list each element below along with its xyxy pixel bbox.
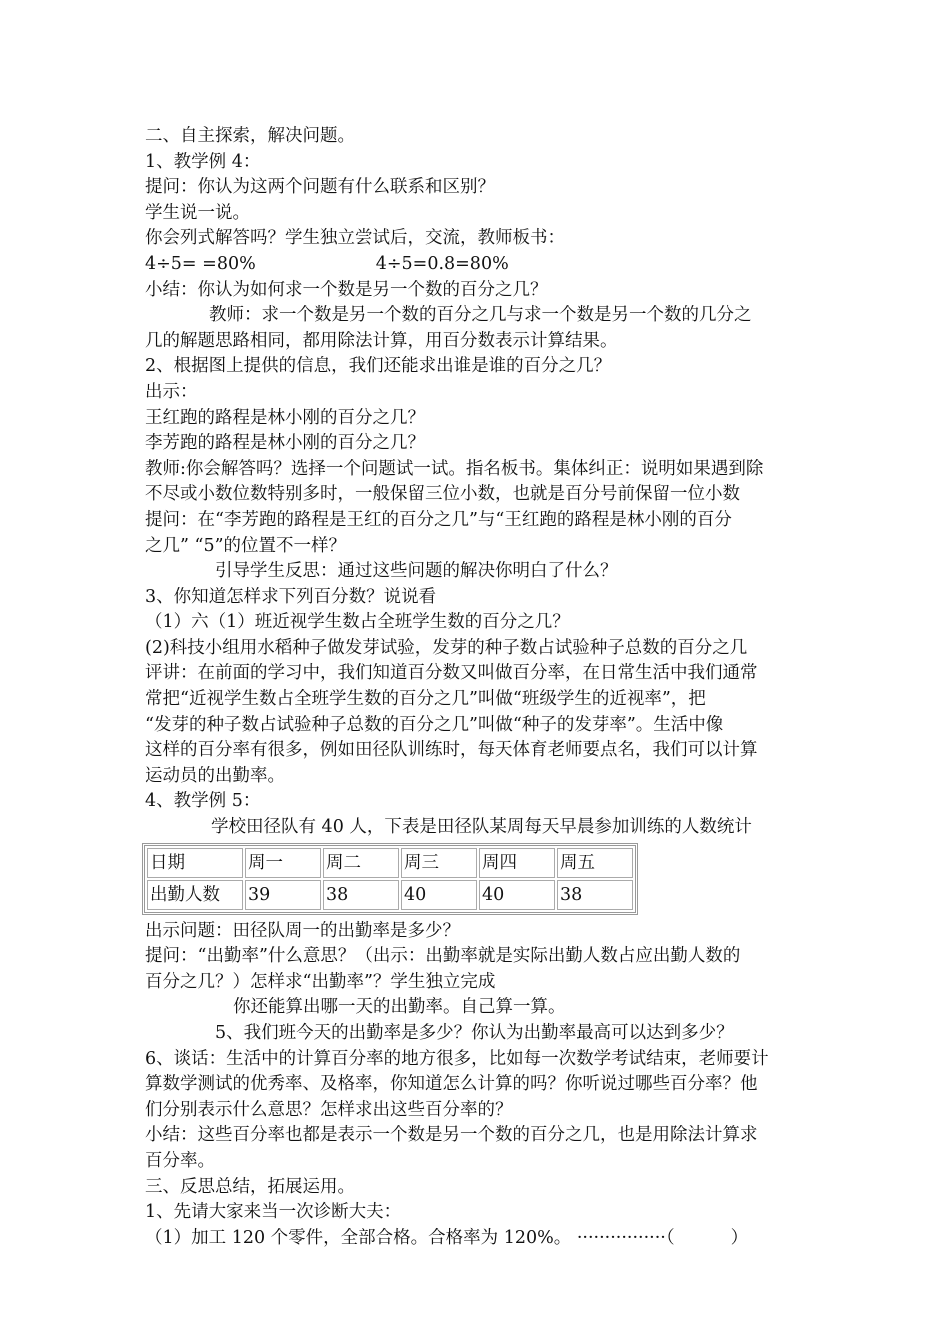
paragraph: 学生说一说。 (145, 202, 250, 223)
paragraph: 4、教学例 5： (145, 791, 261, 812)
paragraph: 百分率。 (145, 1150, 215, 1171)
paragraph: 王红跑的路程是林小刚的百分之几？ (145, 407, 425, 428)
paragraph: 李芳跑的路程是林小刚的百分之几？ (145, 433, 425, 454)
table-cell: 日期 (147, 848, 243, 878)
exercise-bracket-close: ） (730, 1227, 749, 1248)
table-cell: 出勤人数 (147, 880, 243, 910)
table-cell: 周四 (479, 848, 555, 878)
exercise-text: （1）加工 120 个零件，全部合格。合格率为 120%。 ················（ (145, 1227, 675, 1248)
table-cell: 38 (557, 880, 633, 910)
paragraph: 百分之几？）怎样求“出勤率”？学生独立完成 (145, 971, 496, 992)
table-cell: 周一 (245, 848, 321, 878)
table-cell: 40 (401, 880, 477, 910)
paragraph: 出示问题：田径队周一的出勤率是多少？ (145, 920, 460, 941)
table-cell: 周二 (323, 848, 399, 878)
paragraph: 你还能算出哪一天的出勤率。自己算一算。 (233, 997, 566, 1018)
paragraph: 小结：这些百分率也都是表示一个数是另一个数的百分之几，也是用除法计算求 (145, 1125, 758, 1146)
paragraph: （1）六（1）班近视学生数占全班学生数的百分之几？ (145, 612, 570, 633)
paragraph: 提问：你认为这两个问题有什么联系和区别？ (145, 177, 495, 198)
paragraph: 学校田径队有 40 人，下表是田径队某周每天早晨参加训练的人数统计 (211, 817, 752, 838)
paragraph: 引导学生反思：通过这些问题的解决你明白了什么？ (215, 561, 618, 582)
paragraph: 评讲：在前面的学习中，我们知道百分数又叫做百分率，在日常生活中我们通常 (145, 663, 758, 684)
table-cell: 38 (323, 880, 399, 910)
document-body (145, 124, 815, 1251)
paragraph: 教师:你会解答吗？选择一个问题试一试。指名板书。集体纠正：说明如果遇到除 (145, 458, 764, 479)
formula-b: 4÷5=0.8=80% (375, 253, 509, 274)
paragraph: 之几” “5”的位置不一样？ (145, 535, 347, 556)
table-header-row (147, 848, 633, 878)
paragraph: 常把“近视学生数占全班学生数的百分之几”叫做“班级学生的近视率”，把 (145, 689, 706, 710)
paragraph: 不尽或小数位数特别多时，一般保留三位小数，也就是百分号前保留一位小数 (145, 484, 740, 505)
table-cell: 39 (245, 880, 321, 910)
paragraph: 算数学测试的优秀率、及格率，你知道怎么计算的吗？你听说过哪些百分率？他 (145, 1074, 758, 1095)
paragraph: 1、教学例 4： (145, 151, 261, 172)
paragraph: “发芽的种子数占试验种子总数的百分之几”叫做“种子的发芽率”。生活中像 (145, 714, 724, 735)
table-cell: 周三 (401, 848, 477, 878)
paragraph: 几的解题思路相同，都用除法计算，用百分数表示计算结果。 (145, 330, 618, 351)
paragraph: 提问：在“李芳跑的路程是王红的百分之几”与“王红跑的路程是林小刚的百分 (145, 509, 732, 530)
paragraph: 3、你知道怎样求下列百分数？说说看 (145, 586, 437, 607)
paragraph: 出示： (145, 381, 198, 402)
attendance-table (142, 843, 638, 915)
paragraph: 1、先请大家来当一次诊断大夫： (145, 1202, 402, 1223)
paragraph: 6、谈话：生活中的计算百分率的地方很多，比如每一次数学考试结束，老师要计 (145, 1048, 769, 1069)
table-row (147, 880, 633, 910)
formula-a: 4÷5= =80% (145, 253, 256, 274)
section-heading: 二、自主探索，解决问题。 (145, 126, 355, 146)
paragraph: 教师：求一个数是另一个数的百分之几与求一个数是另一个数的几分之 (209, 305, 752, 326)
table-cell: 40 (479, 880, 555, 910)
paragraph: 5、我们班今天的出勤率是多少？你认为出勤率最高可以达到多少？ (215, 1023, 734, 1043)
paragraph: 们分别表示什么意思？怎样求出这些百分率的？ (145, 1099, 513, 1120)
table-cell: 周五 (557, 848, 633, 878)
paragraph: 你会列式解答吗？学生独立尝试后，交流，教师板书： (145, 228, 565, 249)
section-heading: 三、反思总结，拓展运用。 (145, 1176, 355, 1197)
paragraph: 2、根据图上提供的信息，我们还能求出谁是谁的百分之几？ (145, 356, 612, 377)
exercise-line (145, 1226, 815, 1252)
paragraph: (2)科技小组用水稻种子做发芽试验，发芽的种子数占试验种子总数的百分之几 (145, 637, 748, 658)
paragraph: 运动员的出勤率。 (145, 765, 285, 786)
paragraph: 提问：“出勤率”什么意思？（出示：出勤率就是实际出勤人数占应出勤人数的 (145, 946, 741, 967)
paragraph: 这样的百分率有很多，例如田径队训练时，每天体育老师要点名，我们可以计算 (145, 740, 758, 761)
formula-line (145, 252, 815, 278)
paragraph: 小结：你认为如何求一个数是另一个数的百分之几？ (145, 279, 548, 300)
